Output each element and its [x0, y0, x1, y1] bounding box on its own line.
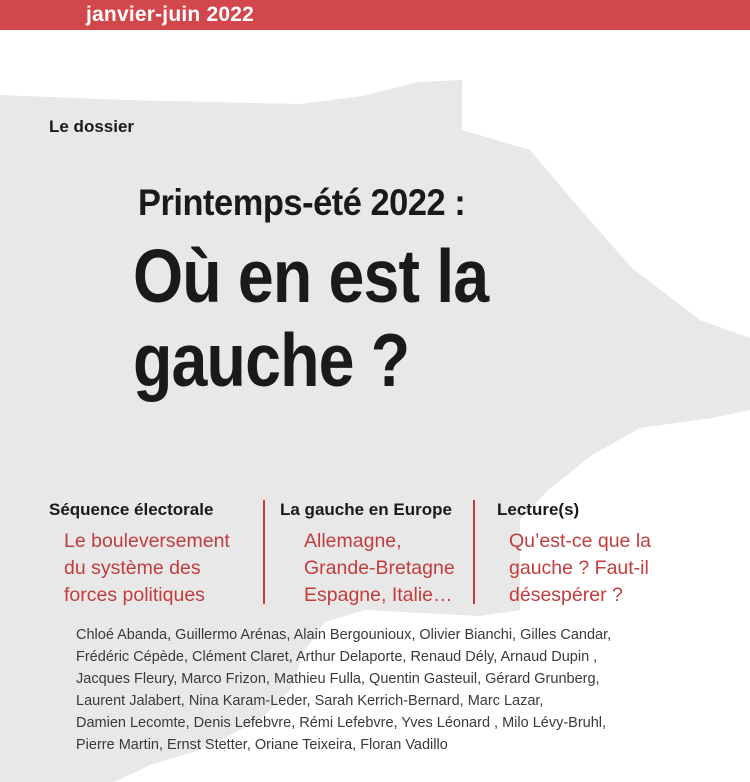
- column-line: du système des: [64, 557, 201, 579]
- authors-list: [76, 624, 696, 756]
- authors-line: Chloé Abanda, Guillermo Arénas, Alain Bergounioux, Olivier Bianchi, Gilles Candar,: [76, 627, 612, 643]
- column-heading: La gauche en Europe: [280, 500, 452, 519]
- column-line: désespérer ?: [509, 584, 623, 606]
- authors-line: Pierre Martin, Ernst Stetter, Oriane Teixeira, Floran Vadillo: [76, 737, 448, 753]
- authors-line: Damien Lecomte, Denis Lefebvre, Rémi Lefebvre, Yves Léonard , Milo Lévy-Bruhl,: [76, 715, 607, 731]
- column-line: Qu’est-ce que la: [509, 530, 651, 552]
- column-line: gauche ? Faut-il: [509, 557, 649, 579]
- column-divider: [473, 500, 475, 604]
- dossier-title: [133, 234, 615, 402]
- column-heading: Séquence électorale: [49, 500, 214, 519]
- column-body: [304, 528, 455, 609]
- title-line-2: gauche ?: [133, 318, 410, 402]
- column-body: [509, 528, 651, 609]
- column-gauche-en-europe: [280, 500, 455, 609]
- column-line: Le bouleversement: [64, 530, 230, 552]
- title-line-1: Où en est la: [133, 234, 489, 318]
- column-line: Espagne, Italie…: [304, 584, 453, 606]
- authors-line: Laurent Jalabert, Nina Karam-Leder, Sarah Kerrich-Bernard, Marc Lazar,: [76, 693, 544, 709]
- column-line: forces politiques: [64, 584, 205, 606]
- column-lectures: [497, 500, 651, 609]
- column-body: [64, 528, 230, 609]
- column-line: Allemagne,: [304, 530, 402, 552]
- section-label: Le dossier: [49, 117, 135, 136]
- column-line: Grande-Bretagne: [304, 557, 455, 579]
- header-bar: [0, 0, 750, 30]
- authors-line: Frédéric Cépède, Clément Claret, Arthur Delaporte, Renaud Dély, Arnaud Dupin ,: [76, 649, 598, 665]
- column-divider: [263, 500, 265, 604]
- authors-line: Jacques Fleury, Marco Frizon, Mathieu Fulla, Quentin Gasteuil, Gérard Grunberg,: [76, 671, 600, 687]
- issue-date: janvier-juin 2022: [86, 3, 254, 26]
- dossier-subtitle: Printemps-été 2022 :: [138, 182, 466, 223]
- column-heading: Lecture(s): [497, 500, 580, 519]
- column-sequence-electorale: [49, 500, 230, 609]
